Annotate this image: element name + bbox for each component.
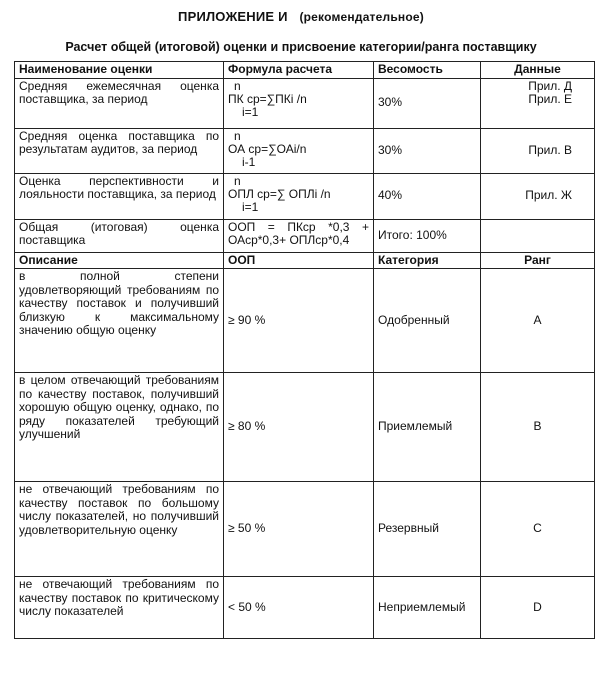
formula-cell: [224, 128, 374, 173]
rank-row: [15, 373, 595, 482]
table1-row: [15, 173, 595, 219]
table1-header-name: Наименование оценки: [15, 62, 224, 79]
category-name: Неприемлемый: [374, 577, 481, 639]
formula-main: ПК ср=∑ПКi /n: [228, 91, 307, 106]
category-name: Приемлемый: [374, 373, 481, 482]
table2-header-rank: Ранг: [481, 252, 595, 269]
rank-letter: B: [481, 373, 595, 482]
table1-header-weight: Весомость: [374, 62, 481, 79]
formula-lower-limit: i=1: [242, 199, 259, 214]
weight-cell: 30%: [374, 78, 481, 128]
formula-cell: [224, 78, 374, 128]
table1-row: [15, 128, 595, 173]
formula-upper-limit: n: [234, 128, 241, 143]
oop-threshold: ≥ 90 %: [224, 269, 374, 373]
weight-cell: 40%: [374, 173, 481, 219]
data-ref: Прил. Е: [528, 92, 572, 106]
category-name: Одобренный: [374, 269, 481, 373]
rank-row: [15, 482, 595, 577]
table2-header-category: Категория: [374, 252, 481, 269]
rank-letter: D: [481, 577, 595, 639]
appendix-subtitle: Расчет общей (итоговой) оценки и присвоение категории/ранга поставщику: [65, 40, 537, 54]
appendix-title-text: ПРИЛОЖЕНИЕ И: [178, 9, 288, 24]
formula-main: ОПЛ ср=∑ ОПЛi /n: [228, 186, 331, 201]
oop-threshold: ≥ 50 %: [224, 482, 374, 577]
oop-threshold: < 50 %: [224, 577, 374, 639]
rank-letter: A: [481, 269, 595, 373]
category-name: Резервный: [374, 482, 481, 577]
table1-header-row: [15, 62, 595, 79]
rank-row: [15, 269, 595, 373]
supplier-rating-table: [14, 61, 595, 639]
rank-description: в целом отвечающий требованиям по качеству поставок, получивший хорошую общую оценку, однако, по ряду показателей требующий улучшений: [15, 373, 224, 482]
data-cell: [481, 173, 595, 219]
formula-cell: [224, 173, 374, 219]
estimate-name: Средняя ежемесячная оценка поставщика, за период: [15, 78, 224, 128]
formula-lower-limit: i-1: [242, 154, 256, 169]
table1-header-formula: Формула расчета: [224, 62, 374, 79]
oop-threshold: ≥ 80 %: [224, 373, 374, 482]
rank-description: в полной степени удовлетворяющий требованиям по качеству поставок и получивший близкую к максимальному значению общую оценку: [15, 269, 224, 373]
appendix-title: [0, 9, 602, 24]
data-cell: [481, 128, 595, 173]
data-ref: Прил. Ж: [525, 188, 572, 203]
formula-upper-limit: n: [234, 173, 241, 188]
data-cell: [481, 219, 595, 252]
table2-header-description: Описание: [15, 252, 224, 269]
weight-cell: 30%: [374, 128, 481, 173]
table1-row: [15, 78, 595, 128]
table2-header-row: [15, 252, 595, 269]
formula-lower-limit: i=1: [242, 104, 259, 119]
rank-row: [15, 577, 595, 639]
data-cell: [481, 78, 595, 128]
data-ref: Прил. Д: [528, 78, 572, 93]
rank-description: не отвечающий требованиям по качеству поставок по большому числу показателей, но получивший удовлетворительную оценку: [15, 482, 224, 577]
table1-total-row: [15, 219, 595, 252]
rank-description: не отвечающий требованиям по качеству поставок по критическому числу показателей: [15, 577, 224, 639]
formula-main: ОА ср=∑ОАi/n: [228, 141, 307, 156]
estimate-name: Общая (итоговая) оценка поставщика: [15, 219, 224, 252]
total-formula: ООП = ПКср *0,3 + ОАср*0,3+ ОПЛср*0,4: [224, 219, 374, 252]
estimate-name: Оценка перспективности и лояльности поставщика, за период: [15, 173, 224, 219]
estimate-name: Средняя оценка поставщика по результатам аудитов, за период: [15, 128, 224, 173]
data-ref: Прил. В: [528, 142, 572, 157]
appendix-title-note: (рекомендательное): [299, 10, 424, 24]
table1-header-data: Данные: [481, 62, 595, 79]
total-weight: Итого: 100%: [374, 219, 481, 252]
formula-upper-limit: n: [234, 78, 241, 93]
rank-letter: C: [481, 482, 595, 577]
table2-header-oop: ООП: [224, 252, 374, 269]
